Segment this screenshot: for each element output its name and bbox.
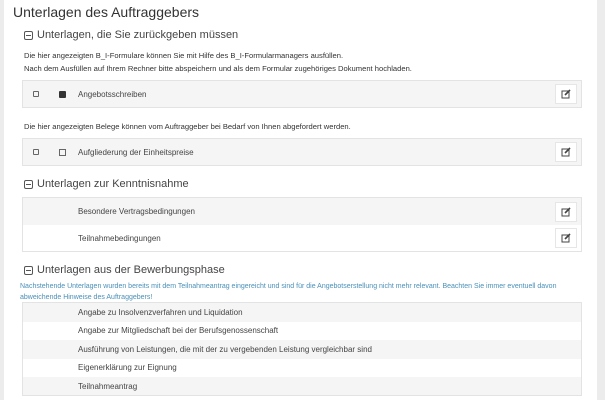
list-item [23,359,581,378]
list-item [23,225,581,251]
checkbox[interactable] [33,91,39,97]
list-item [23,340,581,359]
edit-icon [561,233,571,243]
section-heading: Unterlagen zur Kenntnisnahme [37,178,189,190]
edit-icon [561,89,571,99]
item-label: Angabe zu Insolvenzverfahren und Liquidation [78,307,243,317]
collapse-icon [24,31,33,40]
list-item [23,81,581,107]
section-heading: Unterlagen, die Sie zurückgeben müssen [37,29,239,41]
document-list [22,80,582,108]
list-item [23,139,581,165]
intro-text: Die hier angezeigten B_I-Formulare können Sie mit Hilfe des B_I-Formularmanagers ausfüllen. [24,51,344,60]
section-toggle-info[interactable] [24,178,189,190]
list-item [23,303,581,322]
section-toggle-application[interactable] [24,264,225,276]
edit-icon [561,207,571,217]
item-label: Teilnahmebedingungen [78,233,161,243]
section-heading: Unterlagen aus der Bewerbungsphase [37,264,225,276]
intro-text: Die hier angezeigten Belege können vom Auftraggeber bei Bedarf von Ihnen abgefordert werden. [24,122,351,131]
document-list [22,197,582,252]
collapse-icon [24,180,33,189]
list-item [23,322,581,341]
item-label: Ausführung von Leistungen, die mit der zu vergebenden Leistung vergleichbar sind [78,344,372,354]
main-panel [4,0,597,400]
page-title: Unterlagen des Auftraggebers [13,4,200,20]
edit-icon [561,147,571,157]
list-item [23,198,581,225]
edit-button[interactable] [555,142,577,162]
intro-text: Nach dem Ausfüllen auf Ihrem Rechner bitte abspeichern und als dem Formular zugehöriges Dokument hochladen. [24,64,412,73]
list-item [23,377,581,395]
collapse-icon [24,266,33,275]
section-toggle-return[interactable] [24,29,238,41]
checkbox[interactable] [33,149,39,155]
item-label: Angebotsschreiben [78,89,147,99]
item-label: Eigenerklärung zur Eignung [78,363,177,373]
form-edit-icon [59,91,66,98]
item-label: Angabe zur Mitgliedschaft bei der Berufsgenossenschaft [78,326,279,336]
edit-button[interactable] [555,228,577,248]
item-label: Besondere Vertragsbedingungen [78,207,195,216]
item-label: Teilnahmeantrag [78,381,138,391]
calculator-icon [59,149,66,156]
document-list [22,302,582,396]
edit-button[interactable] [555,202,577,222]
info-note: Nachstehende Unterlagen wurden bereits mit dem Teilnahmeantrag eingereicht und sind für die Angebotserstellung nicht mehr relevant. Beachten Sie immer eventuell davon abweichende Hinweise des Auftraggebers! [20,283,557,301]
edit-button[interactable] [555,84,577,104]
document-list [22,138,582,166]
item-label: Aufgliederung der Einheitspreise [78,147,194,157]
